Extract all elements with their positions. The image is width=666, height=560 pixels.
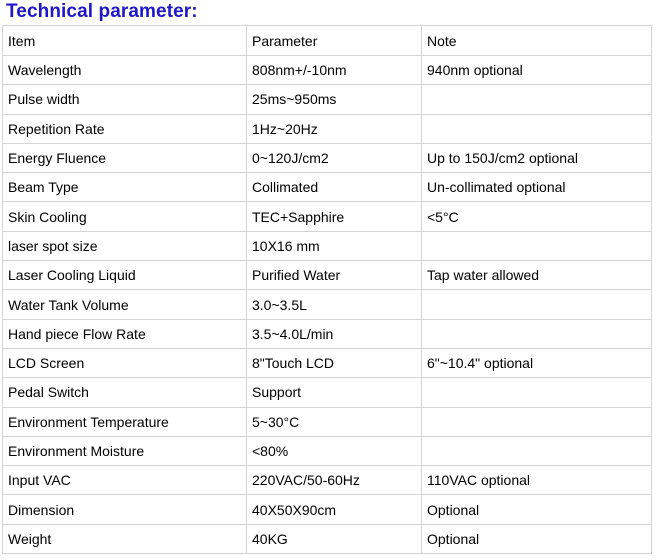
parameter-cell: 10X16 mm [247,231,422,260]
item-cell: laser spot size [3,231,247,260]
item-cell: Energy Fluence [3,143,247,172]
table-row [3,290,652,319]
note-cell [422,319,652,348]
note-cell: 940nm optional [422,56,652,85]
parameter-cell: 1Hz~20Hz [247,114,422,143]
item-cell: Weight [3,524,247,553]
table-row [3,495,652,524]
note-cell [422,114,652,143]
note-cell: 110VAC optional [422,466,652,495]
note-cell [422,378,652,407]
table-row [3,173,652,202]
note-cell: Optional [422,495,652,524]
table-row [3,524,652,553]
item-cell: Dimension [3,495,247,524]
item-cell: Water Tank Volume [3,290,247,319]
parameter-cell: 40X50X90cm [247,495,422,524]
note-cell: Optional [422,524,652,553]
note-cell: <5°C [422,202,652,231]
item-cell: Pulse width [3,85,247,114]
table-row [3,348,652,377]
table-row [3,231,652,260]
item-cell: Pedal Switch [3,378,247,407]
table-row [3,436,652,465]
parameter-cell: <80% [247,436,422,465]
table-header-row [3,26,652,56]
item-cell: Hand piece Flow Rate [3,319,247,348]
note-cell: 6"~10.4" optional [422,348,652,377]
note-cell [422,407,652,436]
note-cell [422,85,652,114]
item-cell: Repetition Rate [3,114,247,143]
column-header-parameter: Parameter [247,26,422,56]
item-cell: Beam Type [3,173,247,202]
parameter-cell: 0~120J/cm2 [247,143,422,172]
table-row [3,202,652,231]
parameter-cell: 3.0~3.5L [247,290,422,319]
item-cell: Environment Moisture [3,436,247,465]
item-cell: Wavelength [3,56,247,85]
parameter-cell: 808nm+/-10nm [247,56,422,85]
item-cell: Laser Cooling Liquid [3,261,247,290]
parameter-cell: 8"Touch LCD [247,348,422,377]
note-cell: Un-collimated optional [422,173,652,202]
parameter-cell: Support [247,378,422,407]
parameter-cell: 3.5~4.0L/min [247,319,422,348]
item-cell: Input VAC [3,466,247,495]
parameter-cell: 220VAC/50-60Hz [247,466,422,495]
parameter-cell: Collimated [247,173,422,202]
table-row [3,466,652,495]
item-cell: LCD Screen [3,348,247,377]
parameter-cell: Purified Water [247,261,422,290]
table-row [3,407,652,436]
table-body [3,26,652,554]
table-row [3,56,652,85]
table-row [3,85,652,114]
note-cell [422,231,652,260]
table-row [3,143,652,172]
table-row [3,378,652,407]
table-row [3,114,652,143]
parameter-cell: 5~30°C [247,407,422,436]
table-row [3,261,652,290]
item-cell: Environment Temperature [3,407,247,436]
note-cell [422,290,652,319]
note-cell [422,436,652,465]
page-title: Technical parameter: [6,1,198,22]
column-header-item: Item [3,26,247,56]
table-row [3,319,652,348]
note-cell: Up to 150J/cm2 optional [422,143,652,172]
parameter-cell: 40KG [247,524,422,553]
item-cell: Skin Cooling [3,202,247,231]
column-header-note: Note [422,26,652,56]
note-cell: Tap water allowed [422,261,652,290]
parameter-cell: TEC+Sapphire [247,202,422,231]
technical-parameter-table [2,25,652,554]
parameter-cell: 25ms~950ms [247,85,422,114]
